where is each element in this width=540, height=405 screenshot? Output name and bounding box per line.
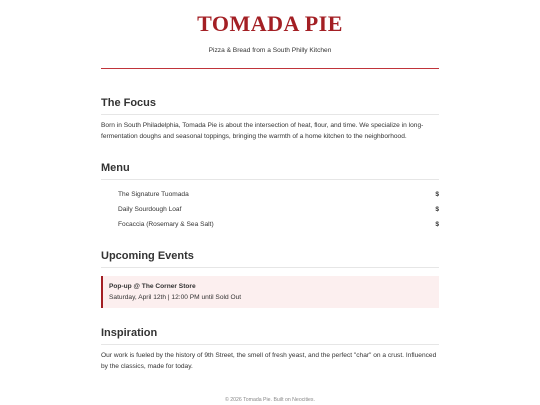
site-title: TOMADA PIE bbox=[197, 11, 343, 36]
menu-item bbox=[118, 187, 439, 202]
menu-item-price: $ bbox=[435, 206, 439, 213]
site-tagline: Pizza & Bread from a South Philly Kitchen bbox=[208, 47, 332, 54]
event-title: Pop-up @ The Corner Store bbox=[109, 283, 196, 290]
header-divider bbox=[101, 68, 439, 69]
events-section bbox=[101, 249, 439, 308]
menu-item-name: Daily Sourdough Loaf bbox=[118, 206, 182, 213]
menu-heading: Menu bbox=[101, 161, 439, 180]
menu-item-price: $ bbox=[435, 221, 439, 228]
inspiration-heading: Inspiration bbox=[101, 326, 439, 345]
site-footer: © 2026 Tomada Pie. Built on Neocities. bbox=[225, 397, 315, 403]
inspiration-text: Our work is fueled by the history of 9th Street, the smell of fresh yeast, and the perfect "char" on a crust. Influenced by the classics, made for today. bbox=[101, 352, 437, 370]
inspiration-section bbox=[101, 326, 439, 372]
menu-item-name: The Signature Tuomada bbox=[118, 191, 189, 198]
events-heading: Upcoming Events bbox=[101, 249, 439, 268]
menu-item bbox=[118, 202, 439, 217]
focus-heading: The Focus bbox=[101, 96, 439, 115]
event-detail: Saturday, April 12th | 12:00 PM until Sold Out bbox=[109, 294, 242, 301]
menu-item-name: Focaccia (Rosemary & Sea Salt) bbox=[118, 221, 214, 228]
site-header bbox=[101, 12, 439, 69]
menu-section bbox=[101, 161, 439, 232]
focus-text: Born in South Philadelphia, Tomada Pie is about the intersection of heat, flour, and time. We specialize in long-fermentation doughs and seasonal toppings, bringing the warmth of a home kitchen to the neighborhood. bbox=[101, 122, 424, 140]
event-card bbox=[101, 276, 439, 308]
page bbox=[101, 0, 439, 404]
menu-item bbox=[118, 217, 439, 232]
menu-list bbox=[101, 187, 439, 232]
focus-section bbox=[101, 96, 439, 142]
menu-item-price: $ bbox=[435, 191, 439, 198]
